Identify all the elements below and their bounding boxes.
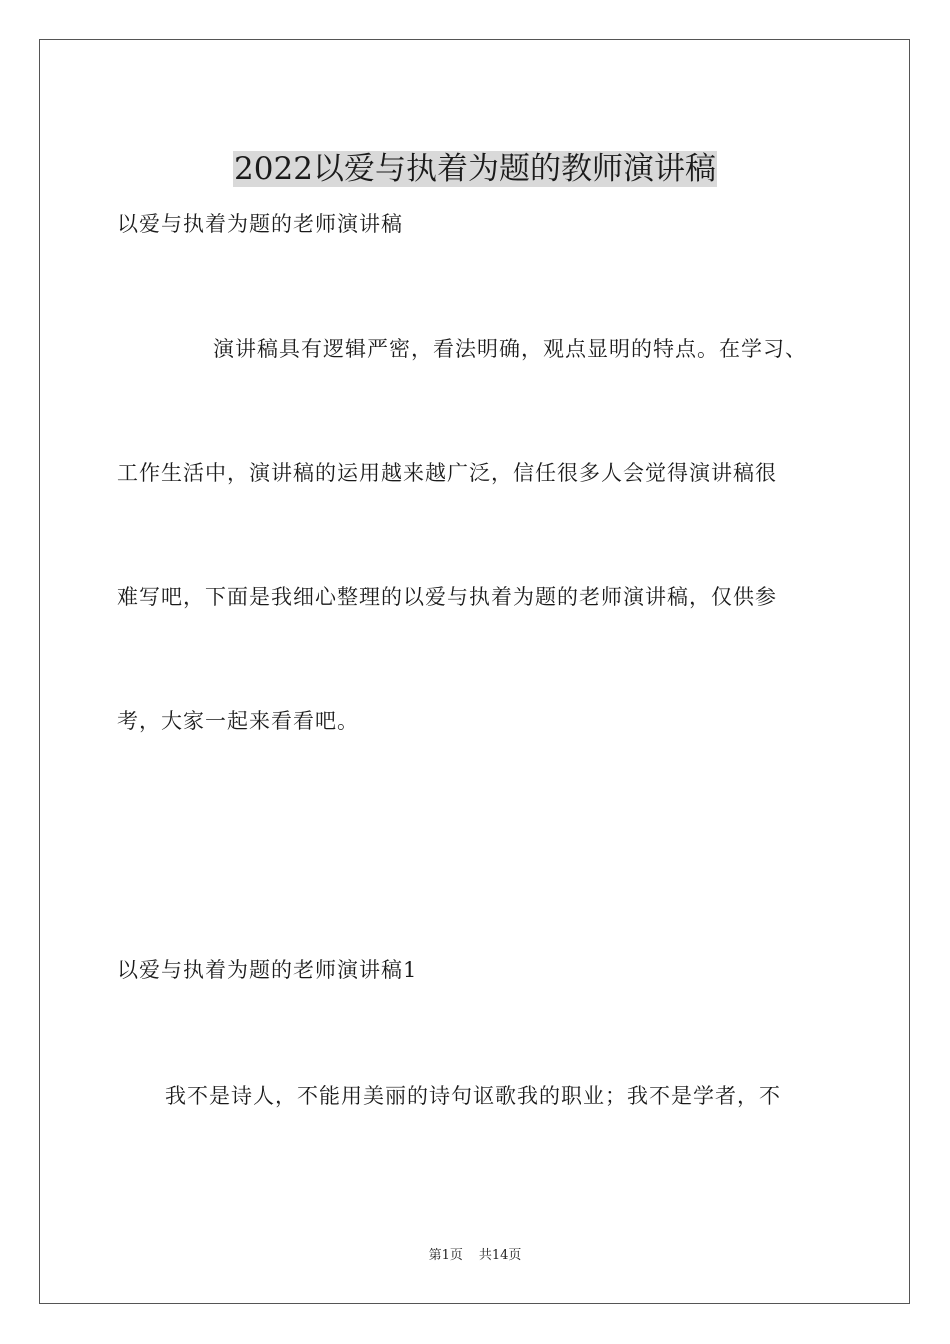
total-pages: 共14页 <box>478 1248 522 1263</box>
intro-line-2: 工作生活中，演讲稿的运用越来越广泛，信任很多人会觉得演讲稿很 <box>117 461 777 485</box>
document-title-text: 2022以爱与执着为题的教师演讲稿 <box>234 150 716 187</box>
intro-line-1: 演讲稿具有逻辑严密，看法明确，观点显明的特点。在学习、 <box>213 337 807 361</box>
intro-line-4: 考，大家一起来看看吧。 <box>117 709 359 733</box>
page-footer <box>0 1247 950 1265</box>
document-title <box>0 147 950 191</box>
document-subtitle: 以爱与执着为题的老师演讲稿 <box>117 212 403 236</box>
intro-line-3: 难写吧，下面是我细心整理的以爱与执着为题的老师演讲稿，仅供参 <box>117 585 777 609</box>
body-line-1: 我不是诗人，不能用美丽的诗句讴歌我的职业；我不是学者，不 <box>165 1084 781 1108</box>
page-number: 第1页 <box>428 1248 463 1263</box>
section-heading: 以爱与执着为题的老师演讲稿1 <box>117 958 418 982</box>
